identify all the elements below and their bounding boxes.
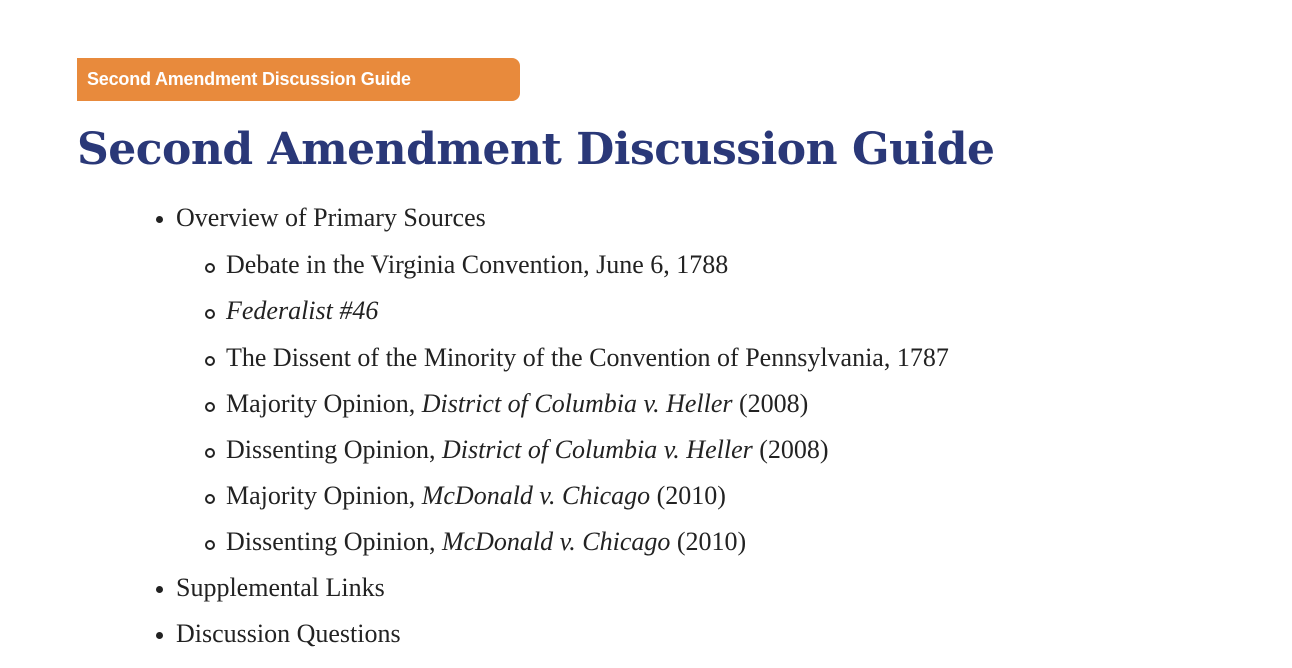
outline-item-discussion-questions[interactable]	[156, 614, 401, 654]
banner-label: Second Amendment Discussion Guide	[87, 69, 411, 89]
section-banner	[77, 58, 520, 101]
heller-dissent-case: District of Columbia v. Heller	[441, 435, 753, 464]
circle-bullet-icon	[205, 494, 215, 504]
mcdonald-dissent-link[interactable]	[226, 527, 746, 557]
outline-item-supplemental-links[interactable]	[156, 568, 385, 608]
circle-bullet-icon	[205, 448, 215, 458]
outline-subitem-heller-majority[interactable]	[205, 384, 808, 424]
mcdonald-dissent-prefix: Dissenting Opinion,	[226, 527, 442, 556]
circle-bullet-icon	[205, 309, 215, 319]
outline-subitem-heller-dissent[interactable]	[205, 430, 829, 470]
mcdonald-majority-case: McDonald v. Chicago	[421, 481, 651, 510]
heller-majority-year: (2008)	[732, 389, 809, 418]
virginia-debate-link[interactable]: Debate in the Virginia Convention, June 6, 1788	[226, 250, 729, 279]
circle-bullet-icon	[205, 263, 215, 273]
outline-item-overview[interactable]	[156, 198, 486, 238]
pennsylvania-dissent-link[interactable]: The Dissent of the Minority of the Convention of Pennsylvania, 1787	[226, 343, 949, 372]
mcdonald-majority-prefix: Majority Opinion,	[226, 481, 422, 510]
page-title: Second Amendment Discussion Guide	[77, 124, 995, 175]
bullet-icon	[156, 216, 163, 223]
bullet-icon	[156, 632, 163, 639]
heller-majority-link[interactable]	[226, 389, 808, 419]
circle-bullet-icon	[205, 402, 215, 412]
outline-subitem-pennsylvania-dissent[interactable]	[205, 338, 949, 378]
heller-dissent-year: (2008)	[752, 435, 829, 464]
federalist-46-link[interactable]: Federalist #46	[226, 296, 379, 325]
bullet-icon	[156, 586, 163, 593]
discussion-questions-link[interactable]: Discussion Questions	[176, 619, 401, 648]
heller-dissent-link[interactable]	[226, 435, 829, 465]
outline-subitem-mcdonald-dissent[interactable]	[205, 522, 746, 562]
circle-bullet-icon	[205, 540, 215, 550]
supplemental-links-link[interactable]: Supplemental Links	[176, 573, 385, 602]
heller-dissent-prefix: Dissenting Opinion,	[226, 435, 442, 464]
mcdonald-dissent-case: McDonald v. Chicago	[441, 527, 671, 556]
outline-subitem-mcdonald-majority[interactable]	[205, 476, 726, 516]
circle-bullet-icon	[205, 356, 215, 366]
mcdonald-majority-link[interactable]	[226, 481, 726, 511]
overview-link[interactable]: Overview of Primary Sources	[176, 203, 486, 232]
outline-subitem-virginia-debate[interactable]	[205, 245, 728, 285]
outline-subitem-federalist-46[interactable]	[205, 291, 378, 331]
mcdonald-majority-year: (2010)	[650, 481, 726, 510]
heller-majority-prefix: Majority Opinion,	[226, 389, 422, 418]
mcdonald-dissent-year: (2010)	[670, 527, 747, 556]
heller-majority-case: District of Columbia v. Heller	[421, 389, 733, 418]
